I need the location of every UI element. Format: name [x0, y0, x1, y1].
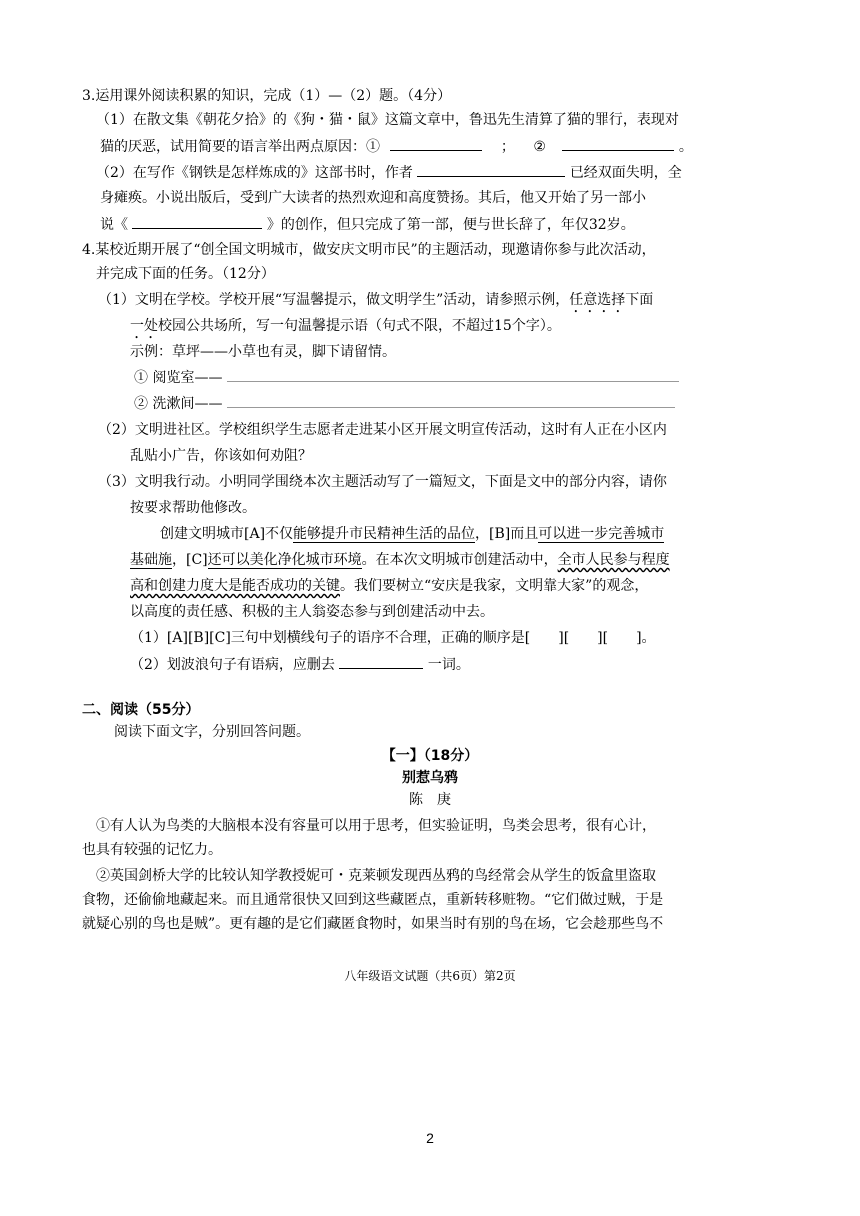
- option-label-2: ② 洗漱间——: [134, 396, 223, 412]
- q4-s2-line2: 乱贴小广告，你该如何劝阻？: [130, 448, 312, 464]
- circled-two: ②: [533, 139, 546, 155]
- q3-part2-line1: [96, 162, 682, 183]
- article-para2-line3: 就疑心别的鸟也是贼”。更有趣的是它们藏匿食物时，如果当时有别的鸟在场，它会趁那些鸟不: [82, 916, 664, 932]
- article-para2-line2: 食物，还偷偷地藏起来。而且通常很快又回到这些藏匿点，重新转移赃物。“它们做过贼，于是: [82, 892, 664, 908]
- q4-sub2-text-b: 一词。: [427, 657, 470, 673]
- q3-part2-line3: [100, 214, 635, 235]
- answer-blank-reason2[interactable]: [562, 136, 674, 151]
- q3-part2-line2: 身瘫痪。小说出版后，受到广大读者的热烈欢迎和高度赞扬。其后，他又开始了另一部小: [100, 190, 646, 206]
- q3-part1-line2: [100, 136, 693, 157]
- q4-option-reading-room: [134, 368, 679, 388]
- emphasis-any-choose: 任意选择: [569, 292, 626, 308]
- passage-line1: [160, 524, 664, 544]
- q4-s1-text-c: 校园公共场所，写一句温馨提示语（句式不限，不超过15个字）。: [158, 318, 561, 334]
- separator: ；: [500, 139, 515, 155]
- q3-part2-text-e: 》的创作，但只完成了第一部，便与世长辞了，年仅32岁。: [266, 217, 635, 233]
- q3-part1-line1: （1）在散文集《朝花夕拾》的《狗・猫・鼠》这篇文章中，鲁迅先生清算了猫的罪行，表现对: [96, 112, 679, 128]
- page-number: 2: [426, 1130, 434, 1146]
- q3-stem: 3.运用课外阅读积累的知识，完成（1）—（2）题。（4分）: [82, 88, 452, 104]
- wavy-sentence-cont: 高和创建力度大是能否成功的关键: [130, 578, 340, 594]
- answer-blank-delete-word[interactable]: [339, 654, 423, 669]
- underlined-sentence-c: 还可以美化净化城市环境: [207, 552, 362, 568]
- q3-part2-text-b: 已经双面失明，全: [569, 165, 682, 181]
- article-para1-line2: 也具有较强的记忆力。: [82, 842, 222, 858]
- q3-part2-text: （2）在写作《钢铁是怎样炼成的》这部书时，作者: [96, 165, 413, 181]
- q4-stem-line1: 4.某校近期开展了“创全国文明城市，做安庆文明市民”的主题活动，现邀请你参与此次活动，: [82, 242, 656, 258]
- passage-text-c: ，[C]: [172, 552, 208, 568]
- q4-s1-line1: [98, 290, 653, 316]
- passage-line4: 以高度的责任感、积极的主人翁姿态参与到创建活动中去。: [130, 604, 494, 620]
- emphasis-one-place: 一处: [130, 318, 158, 334]
- article-para1-line1: ①有人认为鸟类的大脑根本没有容量可以用于思考，但实验证明，鸟类会思考，很有心计，: [96, 818, 656, 834]
- article-title: 别惹乌鸦: [402, 770, 458, 786]
- section-heading-reading: 二、阅读（55分）: [82, 702, 200, 718]
- underlined-sentence-b: 可以进一步完善城市: [538, 526, 665, 542]
- passage-text-b: ，[B]而且: [475, 526, 539, 542]
- q3-part2-text-d: 说《: [100, 217, 128, 233]
- answer-blank-novel[interactable]: [132, 214, 262, 229]
- passage-text-e: 。我们要树立“安庆是我家，文明靠大家”的观念，: [340, 578, 649, 594]
- q4-s3-line1: （3）文明我行动。小明同学围绕本次主题活动写了一篇短文，下面是文中的部分内容，请你: [98, 474, 667, 490]
- page-footer: 八年级语文试题（共6页）第2页: [344, 969, 516, 983]
- q4-s3-line2: 按要求帮助他修改。: [130, 500, 256, 516]
- underlined-sentence-b-cont: 基础施: [130, 552, 172, 568]
- passage-line2: [130, 550, 670, 570]
- wavy-sentence: 全市人民参与程度: [557, 552, 670, 568]
- q3-part1-text: 猫的厌恶，试用简要的语言举出两点原因：①: [100, 139, 380, 155]
- q4-sub2: [130, 654, 470, 675]
- article-author: 陈 庚: [409, 792, 451, 808]
- option-label-1: ① 阅览室——: [134, 370, 223, 386]
- q4-sub2-text: （2）划波浪句子有语病，应删去: [130, 657, 335, 673]
- q4-s2-line1: （2）文明进社区。学校组织学生志愿者走进某小区开展文明宣传活动，这时有人正在小区内: [98, 422, 667, 438]
- passage-line3: [130, 576, 648, 596]
- article-para2-line1: ②英国剑桥大学的比较认知学教授妮可・克莱顿发现西丛鸦的鸟经常会从学生的饭盒里盗取: [96, 868, 656, 884]
- answer-line-washroom[interactable]: [227, 395, 675, 408]
- passage-text-d: 。在本次文明城市创建活动中，: [361, 552, 558, 568]
- q4-stem-line2: 并完成下面的任务。（12分）: [96, 266, 275, 282]
- answer-blank-reason1[interactable]: [390, 136, 482, 151]
- q4-s1-line2: [130, 316, 561, 342]
- q4-option-washroom: [134, 394, 675, 414]
- passage-text: 创建文明城市[A]不仅: [160, 526, 294, 542]
- period: 。: [678, 139, 693, 155]
- q4-sub1: （1）[A][B][C]三句中划横线句子的语序不合理，正确的顺序是[ ][ ][ ]。: [130, 630, 656, 646]
- answer-blank-author[interactable]: [417, 162, 565, 177]
- underlined-sentence-a: 能够提升市民精神生活的品位: [293, 526, 476, 542]
- q4-s1-text: （1）文明在学校。学校开展“写温馨提示，做文明学生”活动，请参照示例，: [98, 292, 570, 308]
- q4-example: 示例：草坪——小草也有灵，脚下请留情。: [130, 344, 396, 360]
- answer-line-reading-room[interactable]: [227, 369, 679, 382]
- part-one-heading: 【一】（18分）: [381, 748, 479, 764]
- q4-s1-text-b: 下面: [625, 292, 654, 308]
- reading-intro: 阅读下面文字，分别回答问题。: [114, 724, 310, 740]
